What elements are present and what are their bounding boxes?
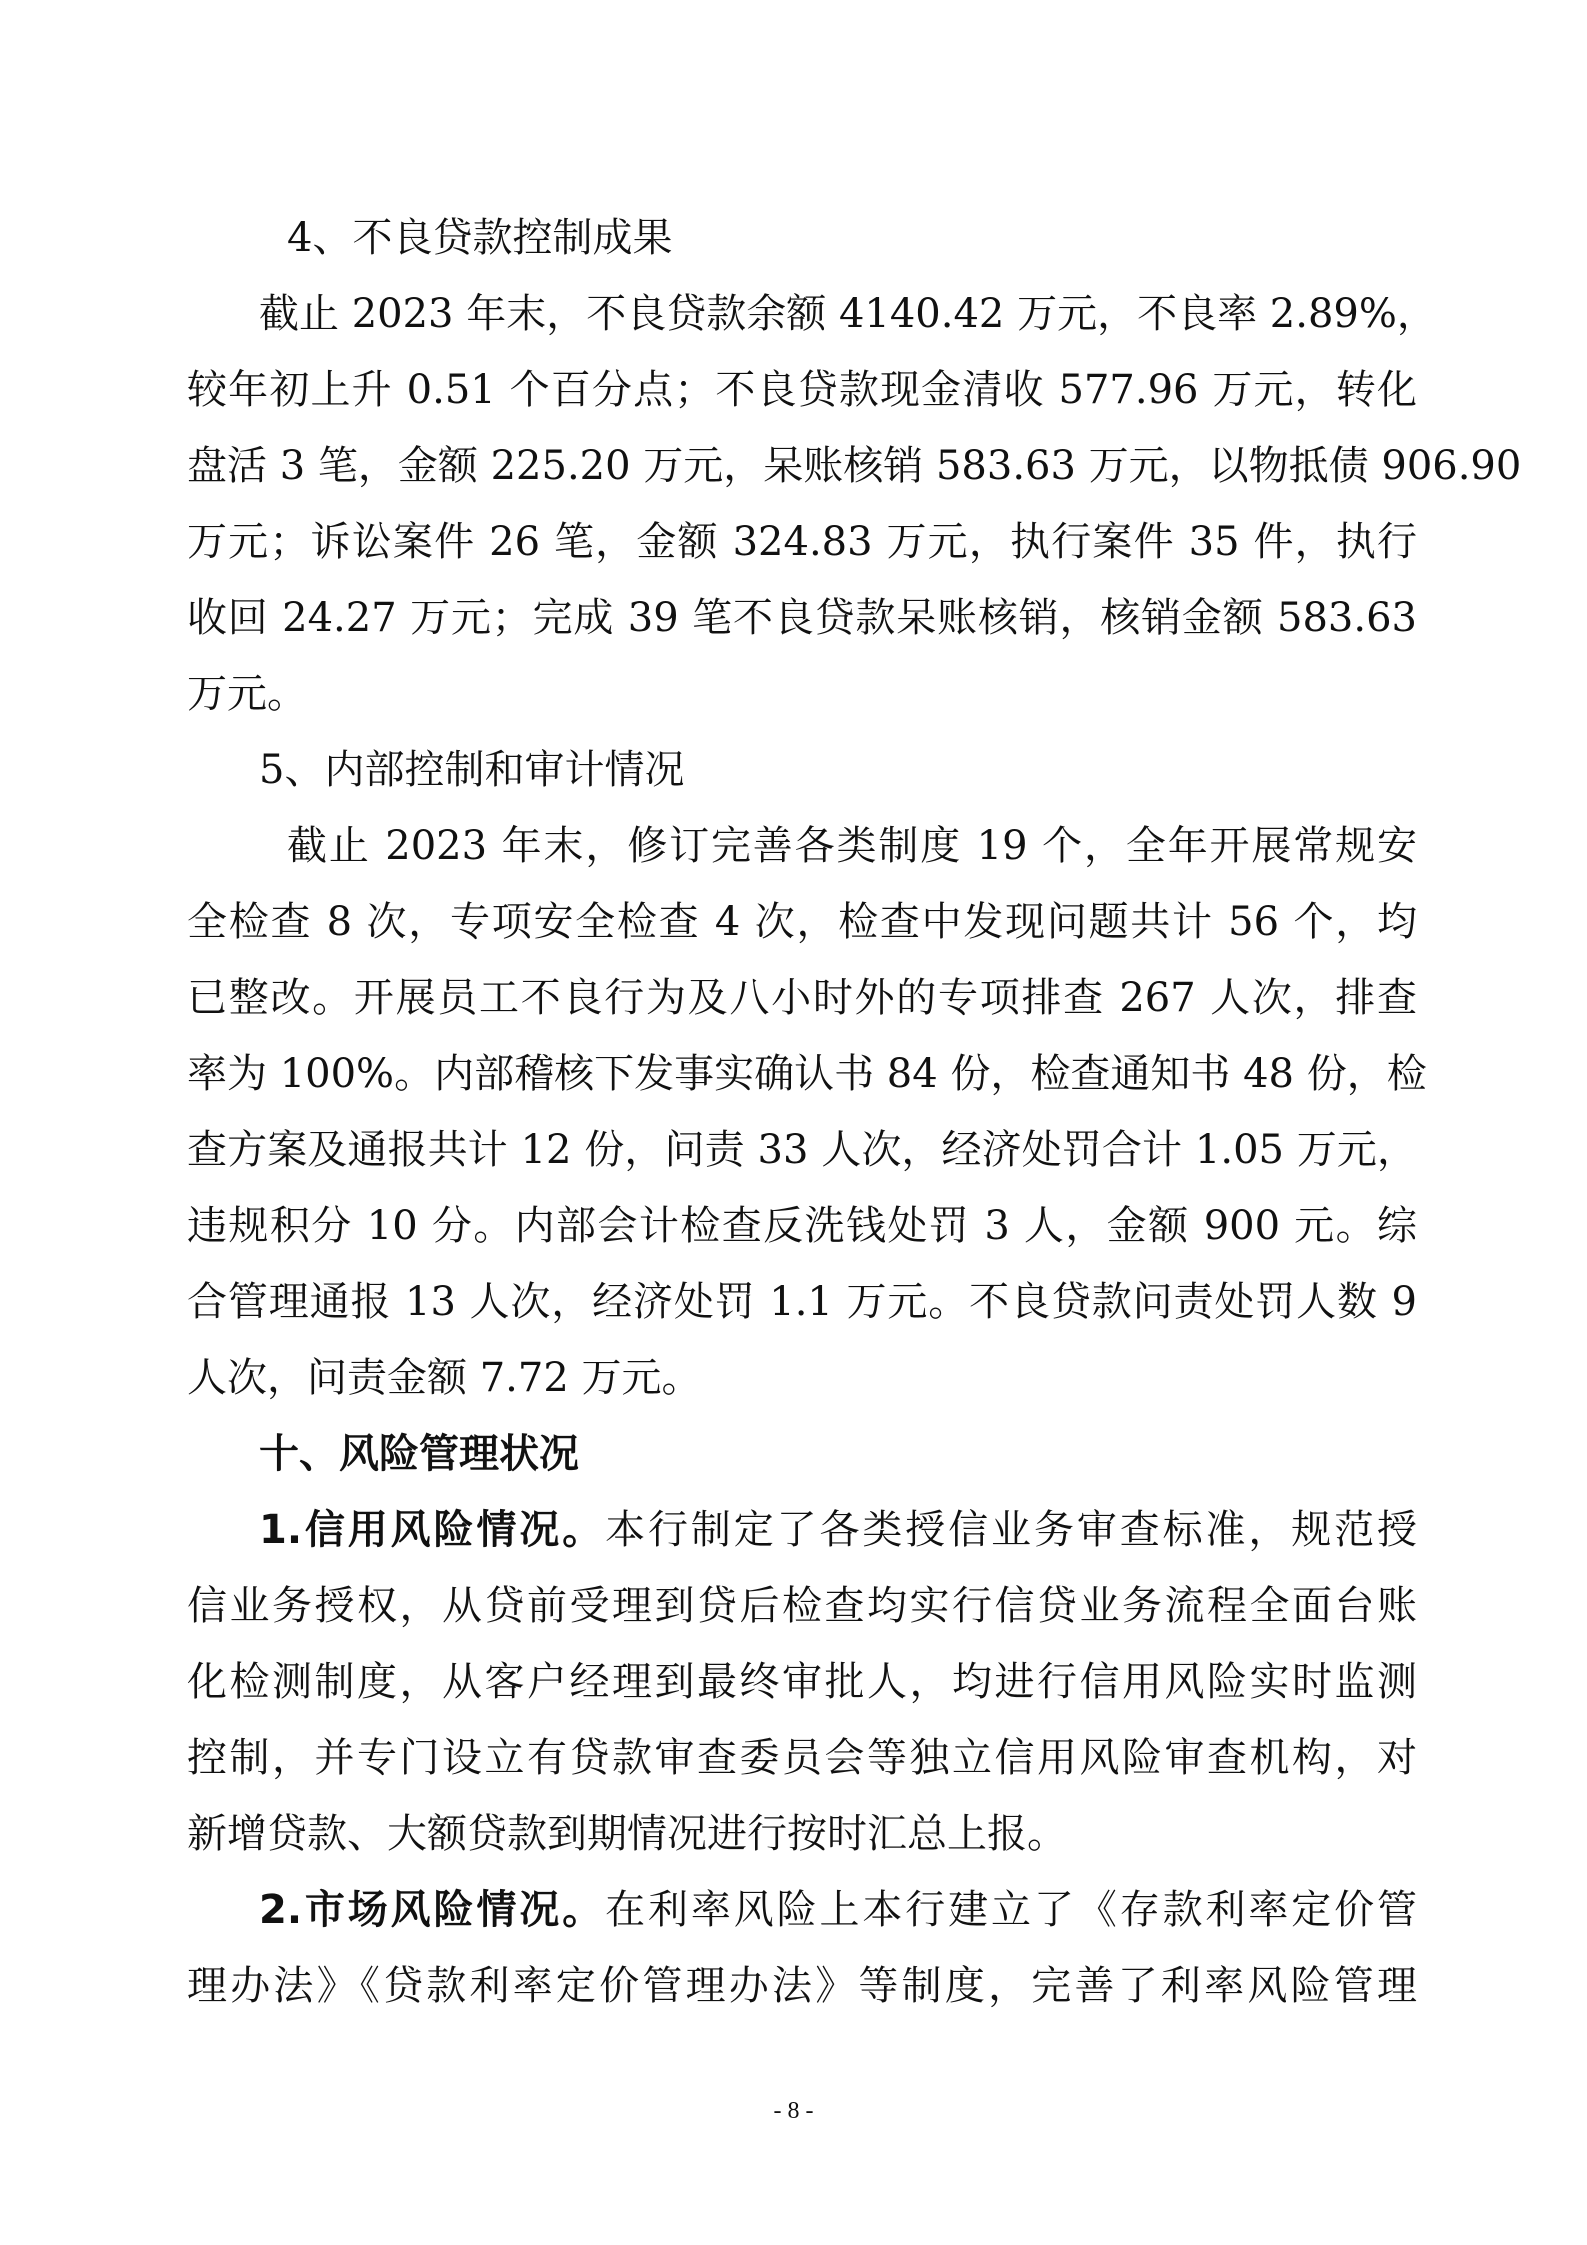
section-4-line-3: 盘活 3 笔，金额 225.20 万元，呆账核销 583.63 万元，以物抵债 906.90 (187, 443, 1522, 489)
credit-risk-first-text: 本行制定了各类授信业务审查标准，规范授 (605, 1507, 1418, 1553)
section-5-line-1: 截止 2023 年末，修订完善各类制度 19 个，全年开展常规安 (287, 823, 1417, 869)
section-5-line-3: 已整改。开展员工不良行为及八小时外的专项排查 267 人次，排查 (187, 975, 1417, 1021)
credit-risk-line-3: 化检测制度，从客户经理到最终审批人，均进行信用风险实时监测 (187, 1659, 1417, 1705)
section-4-heading: 4、不良贷款控制成果 (287, 215, 673, 261)
market-risk-line-1 (187, 1872, 1417, 1948)
market-risk-title: 2.市场风险情况。 (259, 1887, 606, 1933)
section-4-line-2: 较年初上升 0.51 个百分点；不良贷款现金清收 577.96 万元，转化 (187, 367, 1417, 413)
page-number: - 8 - (773, 2098, 814, 2124)
section-5-line-6: 违规积分 10 分。内部会计检查反洗钱处罚 3 人，金额 900 元。综 (187, 1203, 1417, 1249)
credit-risk-line-1 (187, 1492, 1417, 1568)
credit-risk-title: 1.信用风险情况。 (259, 1507, 606, 1553)
section-4-line-5: 收回 24.27 万元；完成 39 笔不良贷款呆账核销，核销金额 583.63 (187, 595, 1417, 641)
section-5-line-7: 合管理通报 13 人次，经济处罚 1.1 万元。不良贷款问责处罚人数 9 (187, 1279, 1417, 1325)
document-page (187, 200, 1522, 2024)
credit-risk-line-4: 控制，并专门设立有贷款审查委员会等独立信用风险审查机构，对 (187, 1735, 1417, 1781)
market-risk-line-2: 理办法》《贷款利率定价管理办法》等制度，完善了利率风险管理 (187, 1963, 1417, 2009)
section-5-line-5: 查方案及通报共计 12 份，问责 33 人次，经济处罚合计 1.05 万元， (187, 1127, 1417, 1173)
section-5-line-4: 率为 100%。内部稽核下发事实确认书 84 份，检查通知书 48 份，检 (187, 1051, 1427, 1097)
section-4-line-4: 万元；诉讼案件 26 笔，金额 324.83 万元，执行案件 35 件，执行 (187, 519, 1417, 565)
market-risk-first-text: 在利率风险上本行建立了《存款利率定价管 (605, 1887, 1418, 1933)
section-5-line-2: 全检查 8 次，专项安全检查 4 次，检查中发现问题共计 56 个，均 (187, 899, 1417, 945)
section-10-heading: 十、风险管理状况 (259, 1431, 579, 1477)
section-5-heading: 5、内部控制和审计情况 (259, 747, 685, 793)
credit-risk-line-5: 新增贷款、大额贷款到期情况进行按时汇总上报。 (187, 1811, 1067, 1857)
section-4-line-1: 截止 2023 年末，不良贷款余额 4140.42 万元，不良率 2.89%， (259, 291, 1437, 337)
section-5-line-8: 人次，问责金额 7.72 万元。 (187, 1355, 702, 1401)
credit-risk-line-2: 信业务授权，从贷前受理到贷后检查均实行信贷业务流程全面台账 (187, 1583, 1417, 1629)
section-4-line-6: 万元。 (187, 671, 307, 717)
